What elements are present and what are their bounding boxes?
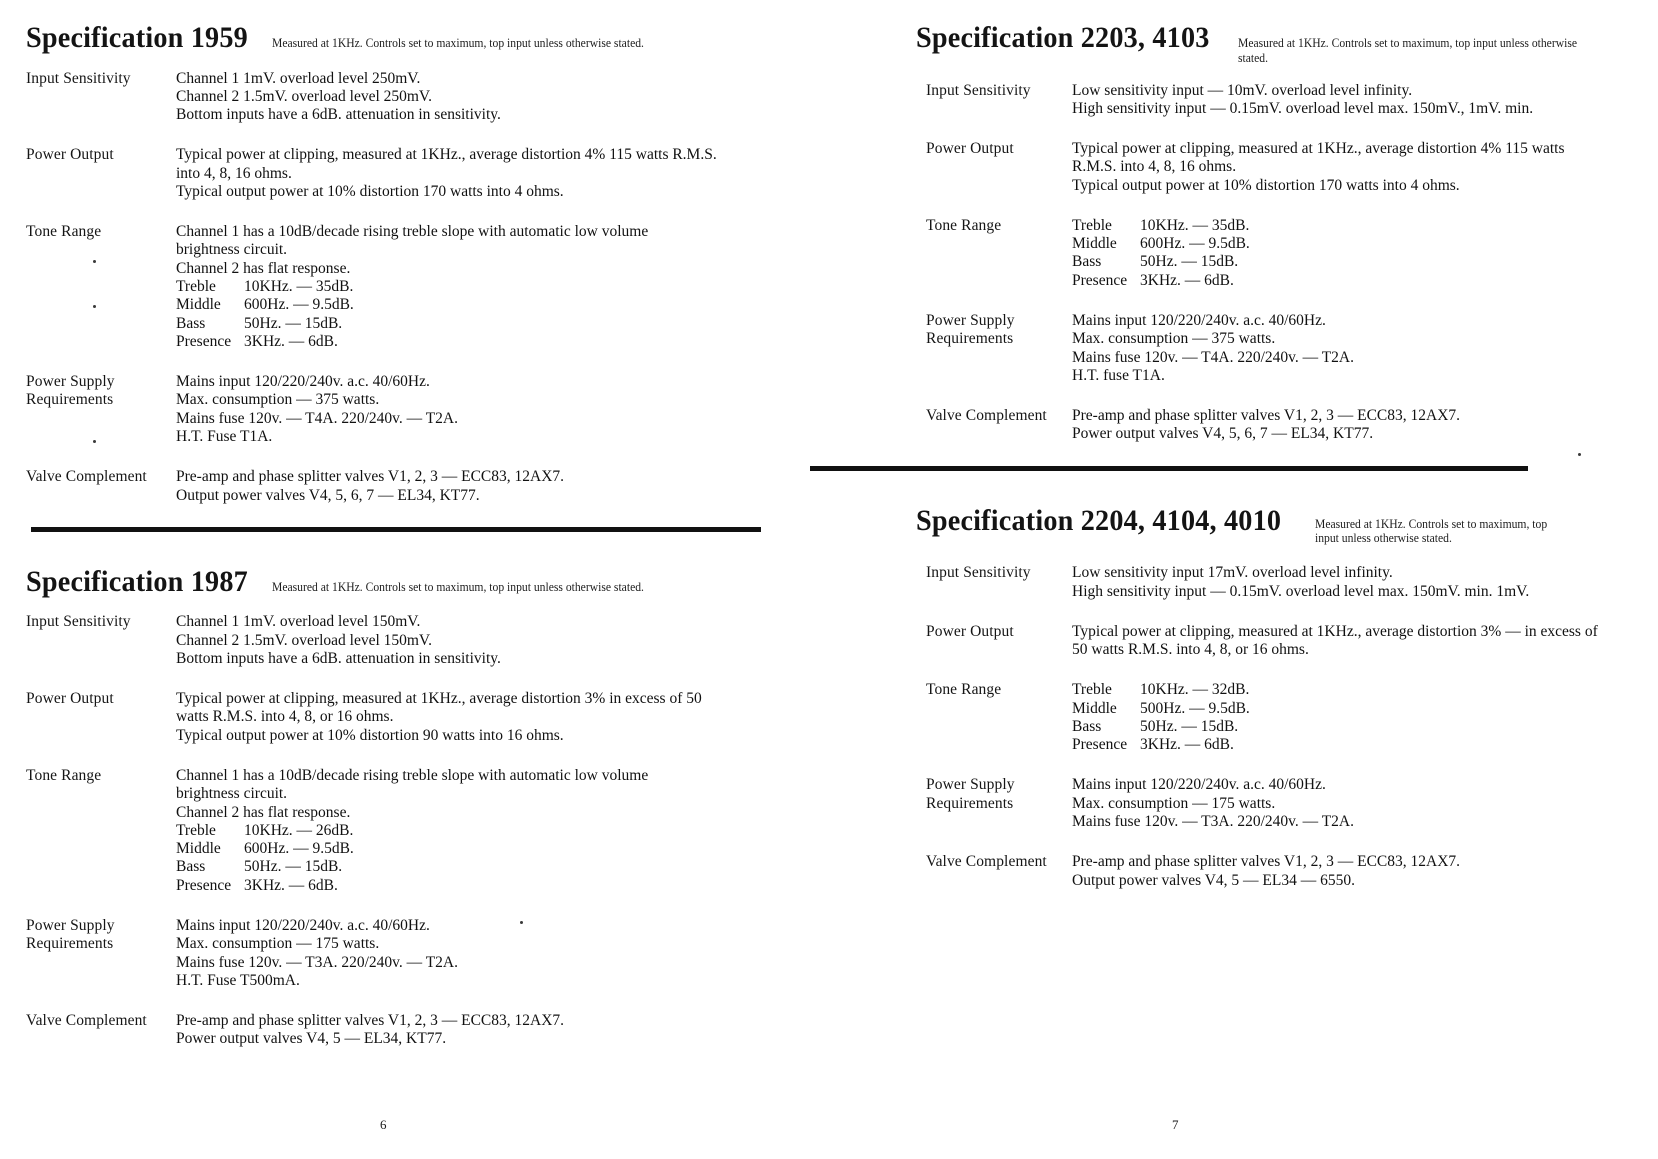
spec-value-line: Mains input 120/220/240v. a.c. 40/60Hz. — [176, 917, 430, 934]
spec-row-label — [26, 613, 176, 631]
tone-control-value: 50Hz. — 15dB. — [244, 858, 343, 876]
spec-value-line: Mains input 120/220/240v. a.c. 40/60Hz. — [1072, 776, 1326, 794]
tone-control-name: Presence — [1072, 271, 1128, 289]
page-number-left: 6 — [380, 1117, 387, 1132]
tone-control-value: 600Hz. — 9.5dB. — [244, 840, 354, 858]
spec-value-line: Max. consumption — 175 watts. — [1072, 794, 1276, 812]
spec-row-values — [1072, 312, 1628, 385]
spec-row-label — [26, 767, 176, 785]
specification-section — [810, 505, 1628, 890]
spec-row-label — [26, 373, 176, 410]
tone-control-value: 10KHz. — 35dB. — [1140, 216, 1250, 234]
spec-row — [926, 82, 1628, 119]
specification-body — [26, 70, 770, 505]
spec-value-line: R.M.S. into 4, 8, 16 ohms. — [1072, 158, 1237, 176]
spec-value-line: Channel 1 has a 10dB/decade rising treble slope with automatic low volume — [176, 223, 649, 241]
spec-row-label — [26, 690, 176, 708]
spec-value-line: Channel 1 1mV. overload level 250mV. — [176, 69, 421, 87]
specification-heading — [810, 22, 1628, 66]
spec-row — [26, 1012, 770, 1049]
spec-row-values — [176, 613, 770, 668]
spec-row-label-line: Requirements — [926, 330, 1014, 348]
spec-row — [926, 681, 1628, 754]
spec-row-values — [1072, 407, 1628, 444]
spec-row-values — [176, 767, 770, 895]
spec-row — [26, 917, 770, 990]
tone-entry — [1072, 272, 1628, 290]
spec-row-label-line: Power Supply — [26, 373, 115, 391]
spec-value-line: H.T. Fuse T1A. — [176, 428, 273, 445]
tone-entry — [176, 858, 770, 876]
specification-body — [810, 564, 1628, 890]
tone-control-name: Middle — [1072, 235, 1117, 253]
spec-row-label-line: Valve Complement — [926, 407, 1047, 425]
tone-entry — [1072, 253, 1628, 271]
spec-row-label — [26, 917, 176, 954]
spec-row-values — [1072, 776, 1628, 831]
spec-row — [926, 140, 1628, 195]
spec-value-line: Mains input 120/220/240v. a.c. 40/60Hz. — [1072, 312, 1326, 330]
spec-row-label-line: Input Sensitivity — [26, 69, 131, 87]
spec-row-label-line: Power Supply — [926, 312, 1015, 330]
specification-title: Specification 1959 — [26, 21, 248, 54]
page-right — [810, 0, 1658, 1159]
spec-row-label — [926, 776, 1072, 813]
tone-entry — [1072, 681, 1628, 699]
tone-control-value: 10KHz. — 35dB. — [244, 278, 354, 296]
tone-control-name: Middle — [1072, 699, 1117, 717]
spec-row — [926, 312, 1628, 385]
spec-row — [26, 767, 770, 895]
spec-row-values — [1072, 564, 1628, 601]
spec-value-line: Output power valves V4, 5, 6, 7 — EL34, KT77. — [176, 486, 480, 504]
spec-row-label-line: Requirements — [26, 391, 114, 409]
tone-entry — [1072, 217, 1628, 235]
specification-section — [26, 22, 770, 505]
spec-row-values — [176, 70, 770, 125]
spec-row-values — [176, 146, 770, 201]
spec-row-label-line: Power Supply — [926, 776, 1015, 794]
spec-value-line: Mains fuse 120v. — T4A. 220/240v. — T2A. — [176, 409, 459, 427]
spec-value-line: Max. consumption — 175 watts. — [176, 935, 380, 953]
tone-control-name: Treble — [176, 278, 216, 296]
spec-row-label — [926, 407, 1072, 425]
spec-row-values — [1072, 140, 1628, 195]
scan-speck — [93, 305, 96, 308]
tone-entry — [176, 822, 770, 840]
spec-value-line: Bottom inputs have a 6dB. attenuation in sensitivity. — [176, 106, 501, 124]
spec-value-line: Typical power at clipping, measured at 1KHz., average distortion 4% 115 watts — [1072, 140, 1565, 158]
spec-row-label — [926, 853, 1072, 871]
spec-row-values — [1072, 681, 1628, 754]
spec-value-line: Bottom inputs have a 6dB. attenuation in sensitivity. — [176, 649, 501, 667]
tone-control-value: 3KHz. — 6dB. — [1140, 271, 1234, 289]
tone-control-name: Treble — [1072, 681, 1112, 699]
tone-entry — [176, 315, 770, 333]
tone-control-name: Treble — [1072, 216, 1112, 234]
spec-row — [26, 468, 770, 505]
tone-control-value: 3KHz. — 6dB. — [244, 332, 338, 350]
spec-row-label-line: Input Sensitivity — [926, 81, 1031, 99]
spec-row — [926, 407, 1628, 444]
specification-heading — [26, 566, 770, 598]
spec-row — [26, 223, 770, 351]
spec-value-line: Typical output power at 10% distortion 90 watts into 16 ohms. — [176, 726, 564, 744]
spec-row-label — [926, 82, 1072, 100]
spec-row-label — [926, 564, 1072, 582]
scan-speck — [93, 260, 96, 263]
spec-value-line: Mains input 120/220/240v. a.c. 40/60Hz. — [176, 373, 430, 391]
spec-value-line: High sensitivity input — 0.15mV. overload level max. 150mV., 1mV. min. — [1072, 99, 1534, 117]
spec-value-line: Output power valves V4, 5 — EL34 — 6550. — [1072, 871, 1355, 889]
spec-row — [26, 70, 770, 125]
spec-value-line: Channel 2 1.5mV. overload level 250mV. — [176, 87, 433, 105]
tone-control-name: Presence — [176, 876, 232, 894]
scan-speck — [520, 921, 523, 924]
spec-row-label-line: Power Supply — [26, 917, 115, 934]
tone-entry — [176, 278, 770, 296]
tone-entry — [1072, 736, 1628, 754]
specification-section — [26, 566, 770, 1049]
spec-value-line: Mains fuse 120v. — T4A. 220/240v. — T2A. — [1072, 348, 1355, 366]
tone-control-value: 500Hz. — 9.5dB. — [1140, 699, 1250, 717]
spec-row-label — [26, 146, 176, 164]
spec-row-values — [176, 1012, 770, 1049]
spec-row-values — [176, 468, 770, 505]
specification-heading — [26, 22, 770, 54]
spec-value-line: Max. consumption — 375 watts. — [1072, 330, 1276, 348]
spec-value-line: Power output valves V4, 5, 6, 7 — EL34, KT77. — [1072, 425, 1374, 443]
spec-value-line: into 4, 8, 16 ohms. — [176, 164, 292, 182]
specification-subtitle: Measured at 1KHz. Controls set to maximum, top input unless otherwise stated. — [272, 579, 645, 594]
spec-value-line: brightness circuit. — [176, 241, 288, 259]
spec-value-line: Pre-amp and phase splitter valves V1, 2, 3 — ECC83, 12AX7. — [176, 468, 565, 486]
spec-row-label-line: Requirements — [26, 935, 114, 953]
spec-value-line: Low sensitivity input 17mV. overload level infinity. — [1072, 564, 1393, 582]
specification-body — [26, 613, 770, 1048]
specification-title: Specification 1987 — [26, 564, 248, 598]
spec-row-label-line: Power Output — [26, 146, 114, 164]
tone-control-value: 50Hz. — 15dB. — [1140, 717, 1239, 735]
tone-control-value: 3KHz. — 6dB. — [1140, 736, 1234, 754]
spec-value-line: Channel 2 has flat response. — [176, 259, 351, 277]
spec-row — [926, 776, 1628, 831]
spec-row-label — [926, 623, 1072, 641]
tone-control-value: 10KHz. — 26dB. — [244, 821, 354, 839]
spec-row-values — [176, 373, 770, 446]
spec-row-label-line: Valve Complement — [26, 468, 147, 486]
specification-subtitle: Measured at 1KHz. Controls set to maximum, top input unless otherwise stated. — [272, 36, 645, 50]
tone-control-name: Bass — [1072, 253, 1102, 271]
spec-row — [26, 613, 770, 668]
spec-value-line: Channel 1 1mV. overload level 150mV. — [176, 613, 421, 631]
tone-control-value: 600Hz. — 9.5dB. — [244, 296, 354, 314]
spec-row-values — [1072, 217, 1628, 290]
tone-control-name: Bass — [176, 314, 206, 332]
specification-subtitle: Measured at 1KHz. Controls set to maximum, top input unless otherwise stated. — [1314, 516, 1547, 546]
spec-value-line: Mains fuse 120v. — T3A. 220/240v. — T2A. — [176, 953, 459, 971]
spec-value-line: Typical power at clipping, measured at 1KHz., average distortion 4% 115 watts R.M.S. — [176, 146, 717, 164]
spec-row-label — [26, 468, 176, 486]
spec-value-line: Power output valves V4, 5 — EL34, KT77. — [176, 1030, 447, 1048]
tone-entry — [176, 877, 770, 895]
specification-title: Specification 2204, 4104, 4010 — [916, 503, 1282, 537]
tone-control-name: Presence — [176, 332, 232, 350]
spec-row — [26, 373, 770, 446]
page-left — [0, 0, 810, 1159]
spec-row-values — [176, 690, 770, 745]
spec-value-line: Mains fuse 120v. — T3A. 220/240v. — T2A. — [1072, 813, 1355, 831]
spec-value-line: Low sensitivity input — 10mV. overload level infinity. — [1072, 81, 1413, 99]
spec-value-line: Max. consumption — 375 watts. — [176, 391, 380, 409]
tone-control-value: 10KHz. — 32dB. — [1140, 681, 1250, 699]
tone-control-name: Treble — [176, 821, 216, 839]
spec-value-line: Pre-amp and phase splitter valves V1, 2, 3 — ECC83, 12AX7. — [1072, 853, 1461, 871]
spec-value-line: Pre-amp and phase splitter valves V1, 2, 3 — ECC83, 12AX7. — [176, 1012, 565, 1030]
spec-value-line: Typical power at clipping, measured at 1KHz., average distortion 3% in excess of 50 — [176, 690, 702, 708]
tone-control-name: Middle — [176, 296, 221, 314]
spec-row-label-line: Power Output — [26, 690, 114, 708]
tone-control-value: 600Hz. — 9.5dB. — [1140, 235, 1250, 253]
spec-row-label-line: Tone Range — [926, 681, 1002, 699]
spec-row-values — [1072, 82, 1628, 119]
spec-row — [26, 146, 770, 201]
spec-row-label-line: Tone Range — [26, 767, 102, 785]
spec-value-line: Typical output power at 10% distortion 170 watts into 4 ohms. — [176, 182, 564, 200]
spec-value-line: H.T. fuse T1A. — [1072, 366, 1165, 384]
spec-row — [926, 853, 1628, 890]
tone-control-value: 50Hz. — 15dB. — [244, 314, 343, 332]
spec-row-label-line: Power Output — [926, 622, 1014, 640]
specification-subtitle: Measured at 1KHz. Controls set to maximum, top input unless otherwise stated. — [1238, 36, 1578, 65]
spec-row-values — [1072, 623, 1628, 660]
spec-row-values — [176, 917, 770, 990]
spec-row-label — [26, 223, 176, 241]
spec-row-label-line: Input Sensitivity — [926, 564, 1031, 582]
right-sections-host — [810, 22, 1628, 890]
scan-speck — [93, 440, 96, 443]
tone-control-value: 50Hz. — 15dB. — [1140, 253, 1239, 271]
tone-control-name: Bass — [176, 858, 206, 876]
spec-row-label — [926, 681, 1072, 699]
left-sections-host — [26, 22, 770, 1049]
spec-value-line: 50 watts R.M.S. into 4, 8, or 16 ohms. — [1072, 641, 1309, 659]
tone-entry — [1072, 700, 1628, 718]
spec-value-line: watts R.M.S. into 4, 8, or 16 ohms. — [176, 708, 394, 726]
tone-control-name: Presence — [1072, 736, 1128, 754]
spec-row — [26, 690, 770, 745]
tone-entry — [1072, 718, 1628, 736]
page-number-right: 7 — [1172, 1117, 1179, 1132]
tone-control-value: 3KHz. — 6dB. — [244, 876, 338, 894]
spec-row-label — [926, 312, 1072, 349]
specification-title: Specification 2203, 4103 — [916, 21, 1210, 54]
spec-value-line: Typical power at clipping, measured at 1KHz., average distortion 3% — in excess of — [1072, 622, 1598, 640]
scan-speck — [1578, 453, 1581, 456]
spec-row — [926, 623, 1628, 660]
tone-control-name: Middle — [176, 840, 221, 858]
section-divider — [31, 527, 761, 532]
tone-entry — [176, 296, 770, 314]
tone-entry — [176, 840, 770, 858]
tone-control-name: Bass — [1072, 717, 1102, 735]
spec-row-label-line: Requirements — [926, 794, 1014, 812]
spec-value-line: H.T. Fuse T500mA. — [176, 971, 300, 989]
spec-value-line: Channel 2 has flat response. — [176, 803, 351, 821]
spec-value-line: High sensitivity input — 0.15mV. overload level max. 150mV. min. 1mV. — [1072, 582, 1530, 600]
spec-row-label — [26, 1012, 176, 1030]
spec-row-values — [176, 223, 770, 351]
specification-body — [810, 82, 1628, 444]
spec-value-line: Typical output power at 10% distortion 170 watts into 4 ohms. — [1072, 176, 1460, 194]
spec-row-label-line: Valve Complement — [26, 1012, 147, 1030]
spec-row-label — [926, 140, 1072, 158]
tone-entry — [176, 333, 770, 351]
spec-value-line: brightness circuit. — [176, 785, 288, 803]
spec-row — [926, 564, 1628, 601]
tone-entry — [1072, 235, 1628, 253]
spec-row-label-line: Valve Complement — [926, 853, 1047, 871]
spec-row-values — [1072, 853, 1628, 890]
spec-row-label-line: Power Output — [926, 140, 1014, 158]
specification-section — [810, 22, 1628, 444]
spec-row-label-line: Tone Range — [926, 216, 1002, 234]
spec-row-label — [926, 217, 1072, 235]
spec-value-line: Channel 2 1.5mV. overload level 150mV. — [176, 631, 433, 649]
spec-value-line: Channel 1 has a 10dB/decade rising treble slope with automatic low volume — [176, 767, 649, 785]
specification-heading — [810, 505, 1628, 549]
spec-value-line: Pre-amp and phase splitter valves V1, 2, 3 — ECC83, 12AX7. — [1072, 407, 1461, 425]
spec-row-label — [26, 70, 176, 88]
spec-row — [926, 217, 1628, 290]
section-divider — [810, 466, 1528, 471]
spec-row-label-line: Tone Range — [26, 223, 102, 241]
spec-row-label-line: Input Sensitivity — [26, 613, 131, 631]
